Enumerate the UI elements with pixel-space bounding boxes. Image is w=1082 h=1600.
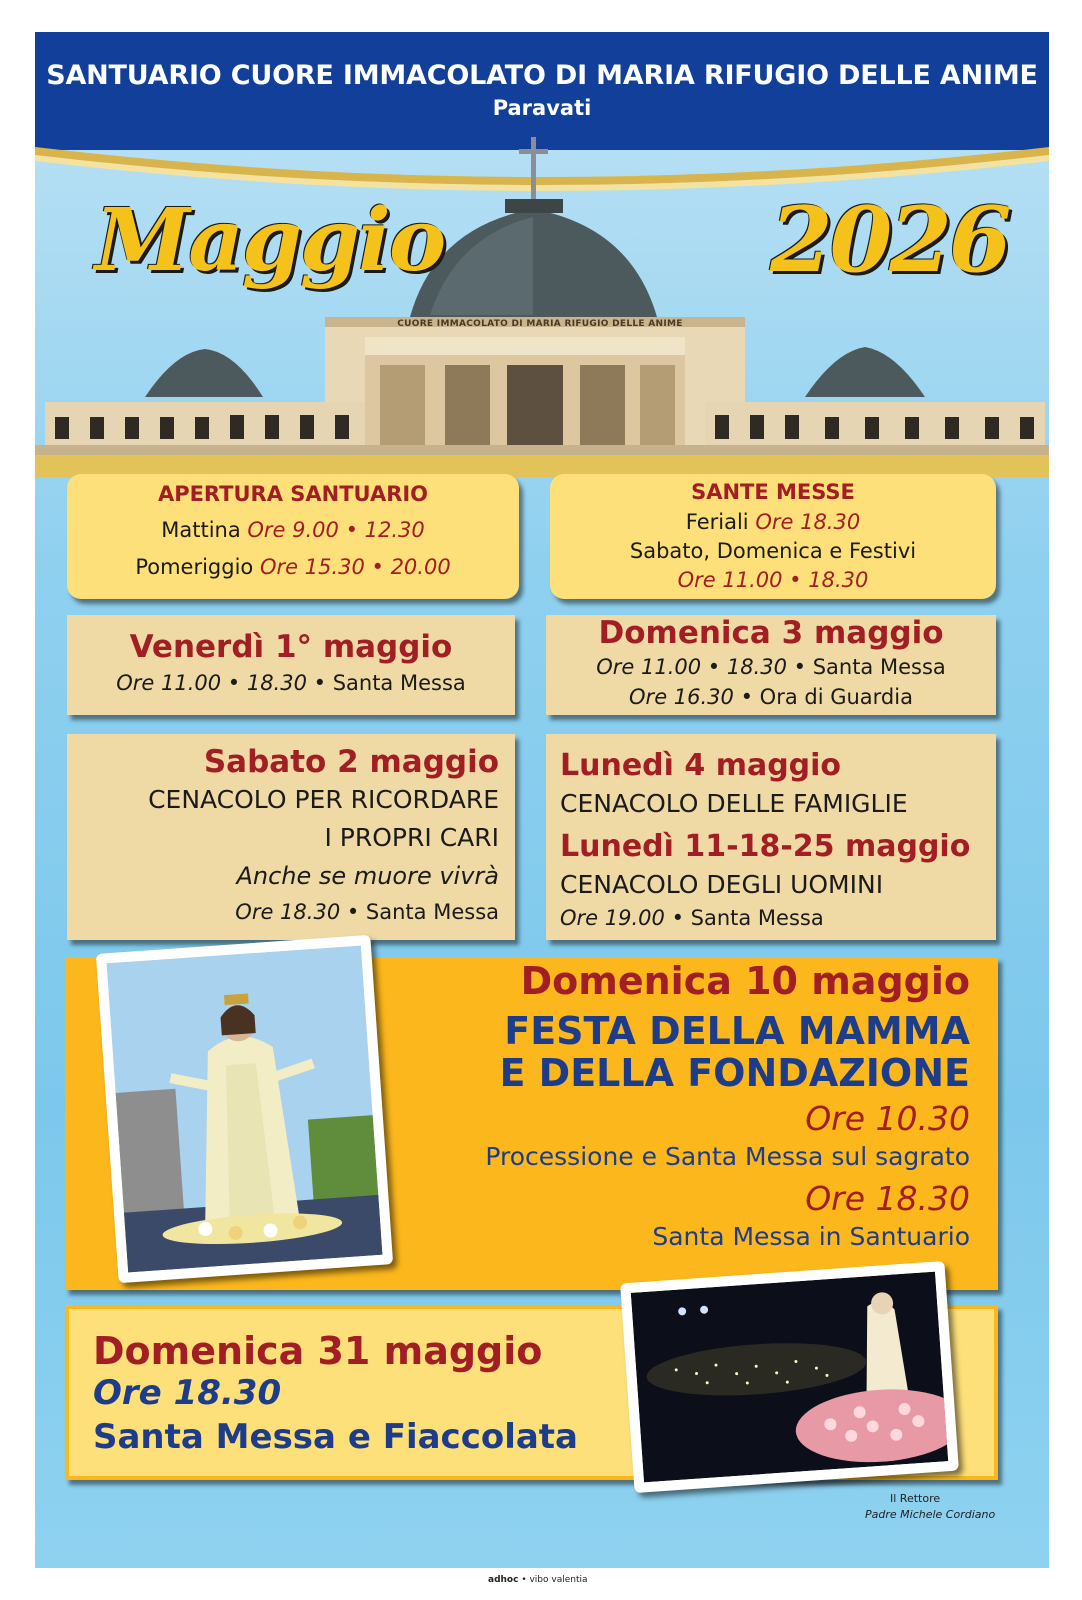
- event-lunedi-title1: Lunedì 4 maggio: [560, 748, 842, 783]
- event-lunedi-line1: CENACOLO DELLE FAMIGLIE: [560, 789, 908, 818]
- print-credit: [488, 1575, 588, 1585]
- poster: [35, 32, 1049, 1568]
- event-sabato-title: Sabato 2 maggio: [203, 744, 499, 780]
- opening-title: APERTURA SANTUARIO: [157, 482, 429, 506]
- event-festa-hours2: Ore 18.30: [805, 1179, 970, 1218]
- event-venerdi-title: Venerdì 1° maggio: [129, 629, 453, 665]
- masses-festive-label: Sabato, Domenica e Festivi: [629, 539, 917, 563]
- event-lunedi-title2: Lunedì 11-18-25 maggio: [560, 829, 971, 864]
- madonna-statue-photo: [96, 935, 393, 1283]
- madonna-statue-image: [106, 945, 382, 1272]
- torchlight-procession-photo: [620, 1261, 959, 1493]
- event-domenica-31-date: Domenica 31 maggio: [93, 1329, 543, 1373]
- event-lunedi-line2: CENACOLO DEGLI UOMINI: [560, 870, 884, 899]
- event-sabato-2: [67, 734, 515, 940]
- event-domenica-3-title: Domenica 3 maggio: [598, 615, 944, 651]
- event-festa-desc1: Processione e Santa Messa sul sagrato: [485, 1142, 970, 1171]
- opening-morning: Mattina Ore 9.00 • 12.30: [161, 518, 425, 542]
- torchlight-procession-image: [631, 1272, 949, 1483]
- event-sabato-hours: Ore 18.30 • Santa Messa: [235, 900, 499, 924]
- signature-role: Il Rettore: [890, 1492, 941, 1505]
- opening-hours-box: [67, 474, 519, 599]
- masses-festive-hours: Ore 11.00 • 18.30: [677, 568, 869, 592]
- header-band: [35, 32, 1049, 150]
- event-festa-hours1: Ore 10.30: [805, 1099, 970, 1138]
- event-venerdi: [67, 615, 515, 715]
- year-title: 2026: [770, 187, 1009, 293]
- event-sabato-line2: I PROPRI CARI: [324, 823, 499, 852]
- header-subtitle: Paravati: [492, 96, 592, 120]
- event-festa-title1: FESTA DELLA MAMMA: [504, 1009, 970, 1053]
- credit-place: • vibo valentia: [518, 1575, 588, 1585]
- event-lunedi-hours: Ore 19.00 • Santa Messa: [560, 906, 824, 930]
- event-festa-date: Domenica 10 maggio: [520, 959, 970, 1003]
- event-domenica-3: [546, 615, 996, 715]
- event-sabato-motto: Anche se muore vivrà: [236, 862, 499, 890]
- month-title: Maggio: [95, 190, 445, 291]
- event-domenica-3-guard: Ore 16.30 • Ora di Guardia: [629, 685, 913, 709]
- event-sabato-line1: CENACOLO PER RICORDARE: [148, 785, 499, 814]
- church-sign: CUORE IMMACOLATO DI MARIA RIFUGIO DELLE ANIME: [397, 319, 683, 329]
- credit-brand: adhoc: [488, 1575, 519, 1585]
- event-lunedi: [546, 734, 996, 940]
- event-domenica-3-mass: Ore 11.00 • 18.30 • Santa Messa: [596, 655, 946, 679]
- header-title: SANTUARIO CUORE IMMACOLATO DI MARIA RIFUGIO DELLE ANIME: [46, 60, 1038, 91]
- masses-weekday: Feriali Ore 18.30: [685, 510, 861, 534]
- event-domenica-31-desc: Santa Messa e Fiaccolata: [93, 1417, 578, 1457]
- event-festa-desc2: Santa Messa in Santuario: [652, 1222, 970, 1251]
- event-festa-title2: E DELLA FONDAZIONE: [499, 1051, 970, 1095]
- event-venerdi-hours: Ore 11.00 • 18.30 • Santa Messa: [116, 671, 466, 695]
- masses-title: SANTE MESSE: [691, 480, 855, 504]
- opening-afternoon: Pomeriggio Ore 15.30 • 20.00: [135, 555, 451, 579]
- masses-box: [550, 474, 996, 599]
- signature-name: Padre Michele Cordiano: [865, 1508, 996, 1521]
- event-domenica-31-hours: Ore 18.30: [93, 1373, 282, 1413]
